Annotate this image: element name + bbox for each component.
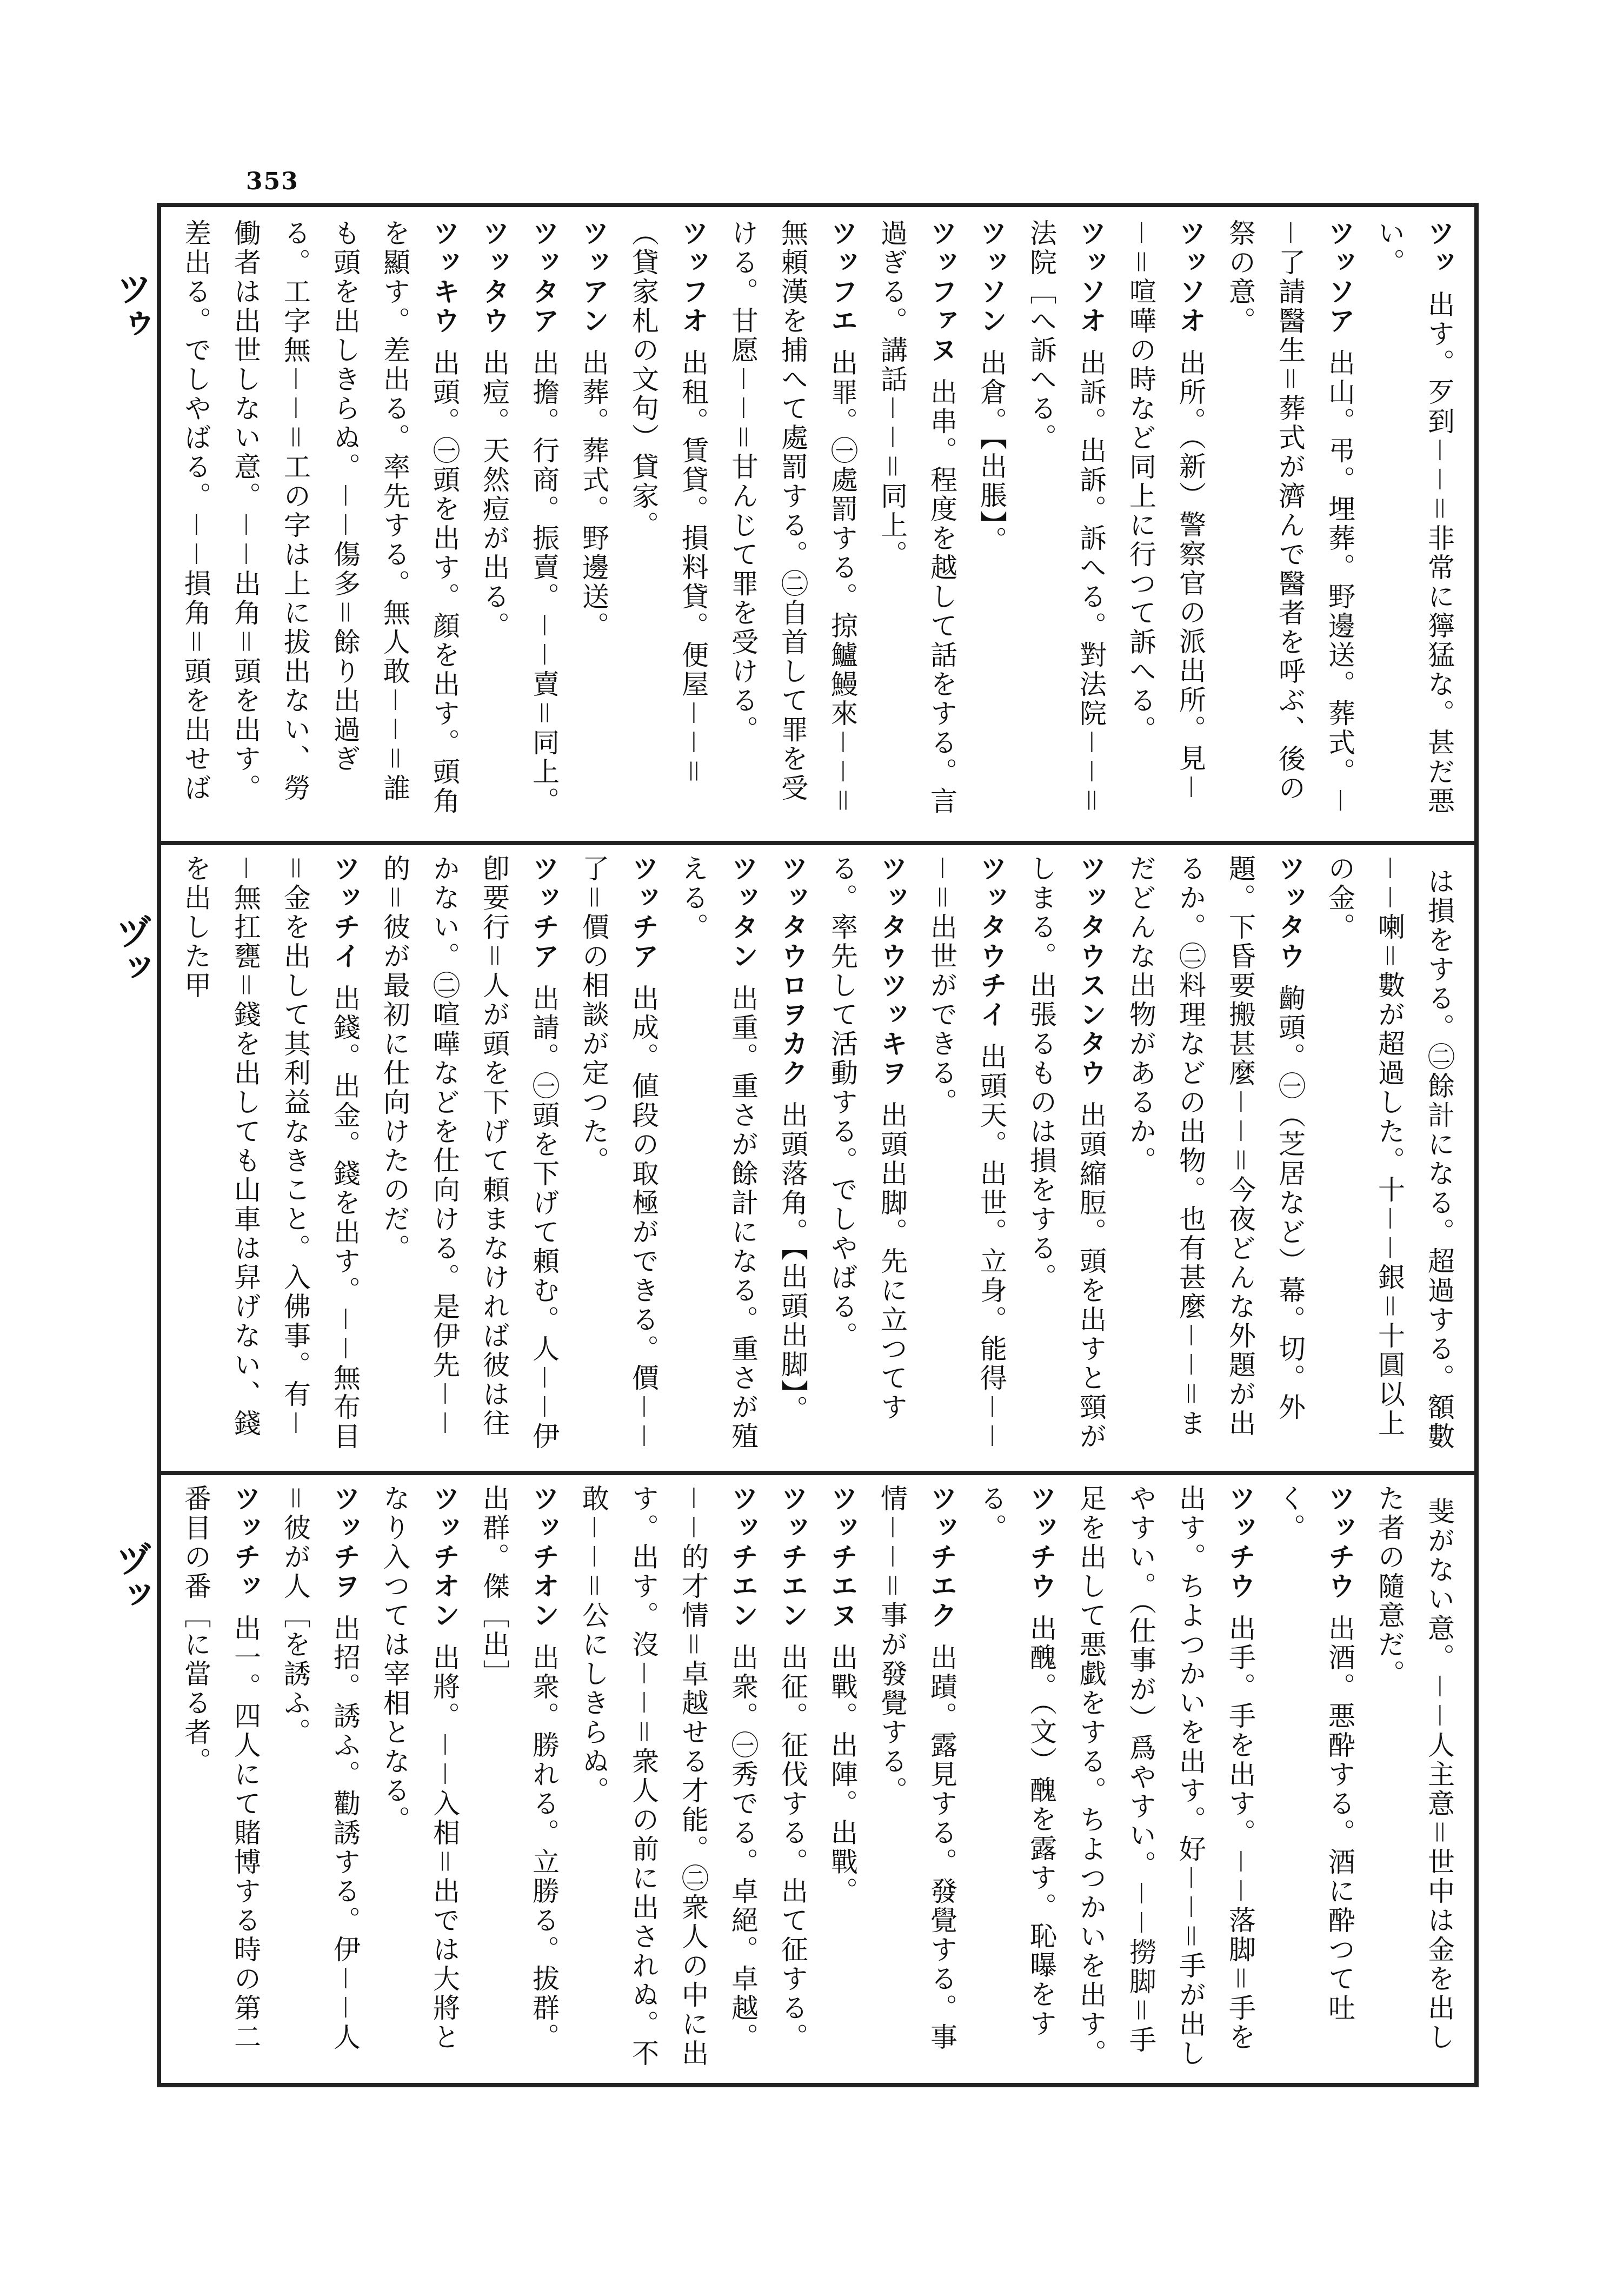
tier-divider-2 xyxy=(157,1471,1479,1475)
entry-headword: ツッチア xyxy=(628,854,659,971)
entry xyxy=(867,1484,967,2076)
entry-headword: ツッソア xyxy=(1324,219,1355,336)
entry xyxy=(967,219,1016,830)
entry xyxy=(370,854,569,1460)
entry xyxy=(867,219,967,830)
entry-headword: ツッチオン xyxy=(429,1484,460,1630)
tier-top xyxy=(171,219,1464,830)
entry xyxy=(1365,219,1464,830)
entry xyxy=(817,854,917,1460)
entry-headword: ツッソン xyxy=(976,219,1007,336)
entry-headword: ツッフエ xyxy=(827,219,858,336)
tier-middle xyxy=(171,854,1464,1460)
entry-definition: 斐がない意。－－人主意＝世中は金を出した者の隨意だ。 xyxy=(1374,1484,1455,2052)
entry xyxy=(668,854,768,1460)
entry-definition: 出す。歹到－－＝非常に獰猛な。甚だ悪い。 xyxy=(1374,219,1455,816)
entry-headword: ツッ xyxy=(1424,219,1455,277)
entry xyxy=(469,1484,569,2076)
entry xyxy=(618,219,718,830)
entry xyxy=(569,1484,768,2076)
entry xyxy=(768,1484,817,2076)
entry-headword: ツッチウ xyxy=(1324,1484,1355,1601)
entry-definition: 出葬。葬式。野邊送。 xyxy=(578,349,609,641)
page-number: 353 xyxy=(246,168,299,195)
entry-definition: 出衆。勝れる。立勝る。拔群。出群。傑［出］ xyxy=(478,1484,560,2052)
entry-headword: ツッチイ xyxy=(329,854,361,971)
entry-headword: ツッチエク xyxy=(926,1484,957,1630)
entry xyxy=(171,854,370,1460)
entry xyxy=(817,1484,867,2076)
entry-headword: ツッキウ xyxy=(429,219,460,336)
entry-headword: ツッチア xyxy=(528,854,560,971)
entry-headword: ツッチヲ xyxy=(329,1484,361,1601)
entry-definition: 出痘。天然痘が出る。 xyxy=(478,349,510,641)
entry-headword: ツッタン xyxy=(727,854,759,971)
entry-headword: ツッタウロヲカク xyxy=(777,854,808,1088)
entry xyxy=(270,1484,370,2076)
entry-definition: 出錢。出金。錢を出す。－－無布目＝金を出して其利益なきこと。入佛事。有－－無扛甕＝錢を出しても山車は舁げない、錢を出した甲 xyxy=(180,854,361,1451)
entry-definition: 出重。重さが餘計になる。重さが殖える。 xyxy=(677,854,759,1451)
entry xyxy=(718,219,867,830)
entry-definition: 出蹟。露見する。發覺する。事情－－＝事が發覺する。 xyxy=(876,1484,957,2052)
entry-headword: ツッチッ xyxy=(230,1484,261,1601)
entry-definition: 出所。（新）警察官の派出所。見－－＝喧嘩の時など同上に行つて訴へる。 xyxy=(1125,219,1206,802)
entry xyxy=(519,219,569,830)
side-index-1 xyxy=(95,270,152,342)
side-index-3-katakana: ヅッ xyxy=(110,1541,152,1612)
entry xyxy=(967,1484,1066,2076)
entry-definition: 出頭出脚。先に立つてする。率先して活動する。でしやばる。 xyxy=(827,854,908,1422)
entry-definition: 出手。手を出す。－－落脚＝手を出す。ちよつかいを出す。好－－＝手が出しやすい。（仕事が）爲やすい。－－撈脚＝手足を出して悪戯をする。ちよつかいを出す。 xyxy=(1075,1484,1256,2068)
entry-definition: 出征。征伐する。出て征する。 xyxy=(777,1643,808,2052)
entry-headword: ツッチオン xyxy=(528,1484,560,1630)
entry-headword: ツッチエン xyxy=(727,1484,759,1630)
entry xyxy=(1066,1484,1265,2076)
entry-headword: ツッソオ xyxy=(1075,219,1107,336)
entry xyxy=(917,854,1016,1460)
entry-definition: 出倉。【出脹】。 xyxy=(976,349,1007,555)
entry-definition: は損をする。㊁餘計になる。超過する。額數－－喇＝數が超過した。十－－銀＝十圓以上の金。 xyxy=(1324,854,1455,1451)
entry-definition: 出頭天。出世。立身。能得－－－＝出世ができる。 xyxy=(926,854,1007,1451)
entry-definition: 出山。弔。埋葬。野邊送。葬式。－－了請醫生＝葬式が濟んで醫者を呼ぶ、後の祭の意。 xyxy=(1225,219,1355,816)
entry-definition: 出串。程度を越して話をする。言過ぎる。講話－－＝同上。 xyxy=(876,219,957,816)
entry-headword: ツッタウ xyxy=(1274,854,1306,971)
entry xyxy=(1315,854,1464,1460)
entry-headword: ツッチウ xyxy=(1026,1484,1057,1601)
entry xyxy=(1016,854,1116,1460)
entry-definition: 出酒。悪酔する。酒に酔つて吐く。 xyxy=(1274,1484,1355,2023)
entry xyxy=(171,219,469,830)
entry-definition: 出將。－－入相＝出では大將となり入つては宰相となる。 xyxy=(379,1484,460,2052)
entry xyxy=(768,854,817,1460)
entry-definition: 出罪。㊀處罰する。掠鱸鰻來－－＝無頼漢を捕へて處罰する。㊁自首して罪を受ける。甘愿－－＝甘んじて罪を受ける。 xyxy=(727,219,858,816)
entry-headword: ツッタウツッキヲ xyxy=(876,854,908,1088)
entry-headword: ツッタウチイ xyxy=(976,854,1007,1030)
entry-headword: ツッアン xyxy=(578,219,609,336)
entry xyxy=(1116,219,1215,830)
entry-headword: ツッフオ xyxy=(677,219,709,336)
entry-definition: 出頭落角。【出頭出脚】。 xyxy=(777,1101,808,1424)
entry-headword: ツッタウスンタウ xyxy=(1075,854,1107,1088)
entry xyxy=(569,219,618,830)
entry-definition: 齣頭。㊀（芝居など）幕。切。外題。下昏要搬甚麼－－＝今夜どんな外題が出るか。㊁料理などの出物。也有甚麼－－＝まだどんな出物があるか。 xyxy=(1125,854,1306,1438)
entry-headword: ツッタウ xyxy=(478,219,510,336)
side-index-1-katakana: ツゥ xyxy=(110,270,152,342)
entry-definition: 出一。四人にて賭博する時の第二番目の番［に當る者。 xyxy=(180,1484,261,2052)
entry xyxy=(1016,219,1116,830)
side-index-2 xyxy=(95,914,152,985)
entry xyxy=(1265,1484,1365,2076)
entry-definition: 出衆。㊀秀でる。卓絕。卓越。－－的才情＝卓越せる才能。㊁衆人の中に出す。出す。沒－－＝衆人の前に出されぬ。不敢－－＝公にしきらぬ。 xyxy=(578,1484,759,2068)
entry-definition: 出醜。（文）醜を露す。恥曝をする。 xyxy=(976,1484,1057,2039)
tier-divider-1 xyxy=(157,841,1479,845)
entry xyxy=(1215,219,1365,830)
entry-definition: 出頭縮脰。頭を出すと頸がしまる。出張るものは損をする。 xyxy=(1026,854,1107,1451)
entry-definition: 出擔。行商。振賣。－－賣＝同上。 xyxy=(528,349,560,816)
entry-headword: ツッチウ xyxy=(1225,1484,1256,1601)
entry-definition: 出招。誘ふ。勸誘する。伊－－人＝彼が人［を誘ふ。 xyxy=(280,1484,361,2052)
side-index-2-katakana: ヅッ xyxy=(110,914,152,985)
tier-bottom xyxy=(171,1484,1464,2076)
entry-definition: 出租。賃貸。損料貸。便屋－－＝（貸家札の文句）貸家。 xyxy=(628,219,709,787)
entry-definition: 出戰。出陣。出戰。 xyxy=(827,1643,858,1906)
entry-headword: ツッタア xyxy=(528,219,560,336)
entry xyxy=(1116,854,1315,1460)
entry xyxy=(171,1484,270,2076)
entry-definition: 出成。値段の取極ができる。價－－了＝價の相談が定つた。 xyxy=(578,854,659,1451)
entry-definition: 出頭。㊀頭を出す。顔を出す。頭角を顯す。差出る。率先する。無人敢－－＝誰も頭を出しきらぬ。－－傷多＝餘り出過ぎる。工字無－－＝工の字は上に拔出ない、勞働者は出世しない意。－－出角＝頭を出す。差出る。でしやばる。－－損角＝頭を出せば xyxy=(180,219,460,816)
entry-headword: ツッファヌ xyxy=(926,219,957,365)
entry-definition: 出請。㊀頭を下げて頼む。人－－伊卽要行＝人が頭を下げて頼まなければ彼は往かない。㊁喧嘩などを仕向ける。是伊先－－的＝彼が最初に仕向けたのだ。 xyxy=(379,854,560,1451)
entry-definition: 出訴。出訴。訴へる。對法院－－＝法院［へ訴へる。 xyxy=(1026,219,1107,816)
entry-headword: ツッソオ xyxy=(1175,219,1206,336)
entry xyxy=(370,1484,469,2076)
entry xyxy=(469,219,519,830)
side-index-3 xyxy=(95,1541,152,1612)
entry xyxy=(1365,1484,1464,2076)
entry-headword: ツッチエン xyxy=(777,1484,808,1630)
entry-headword: ツッチエヌ xyxy=(827,1484,858,1630)
entry xyxy=(569,854,668,1460)
